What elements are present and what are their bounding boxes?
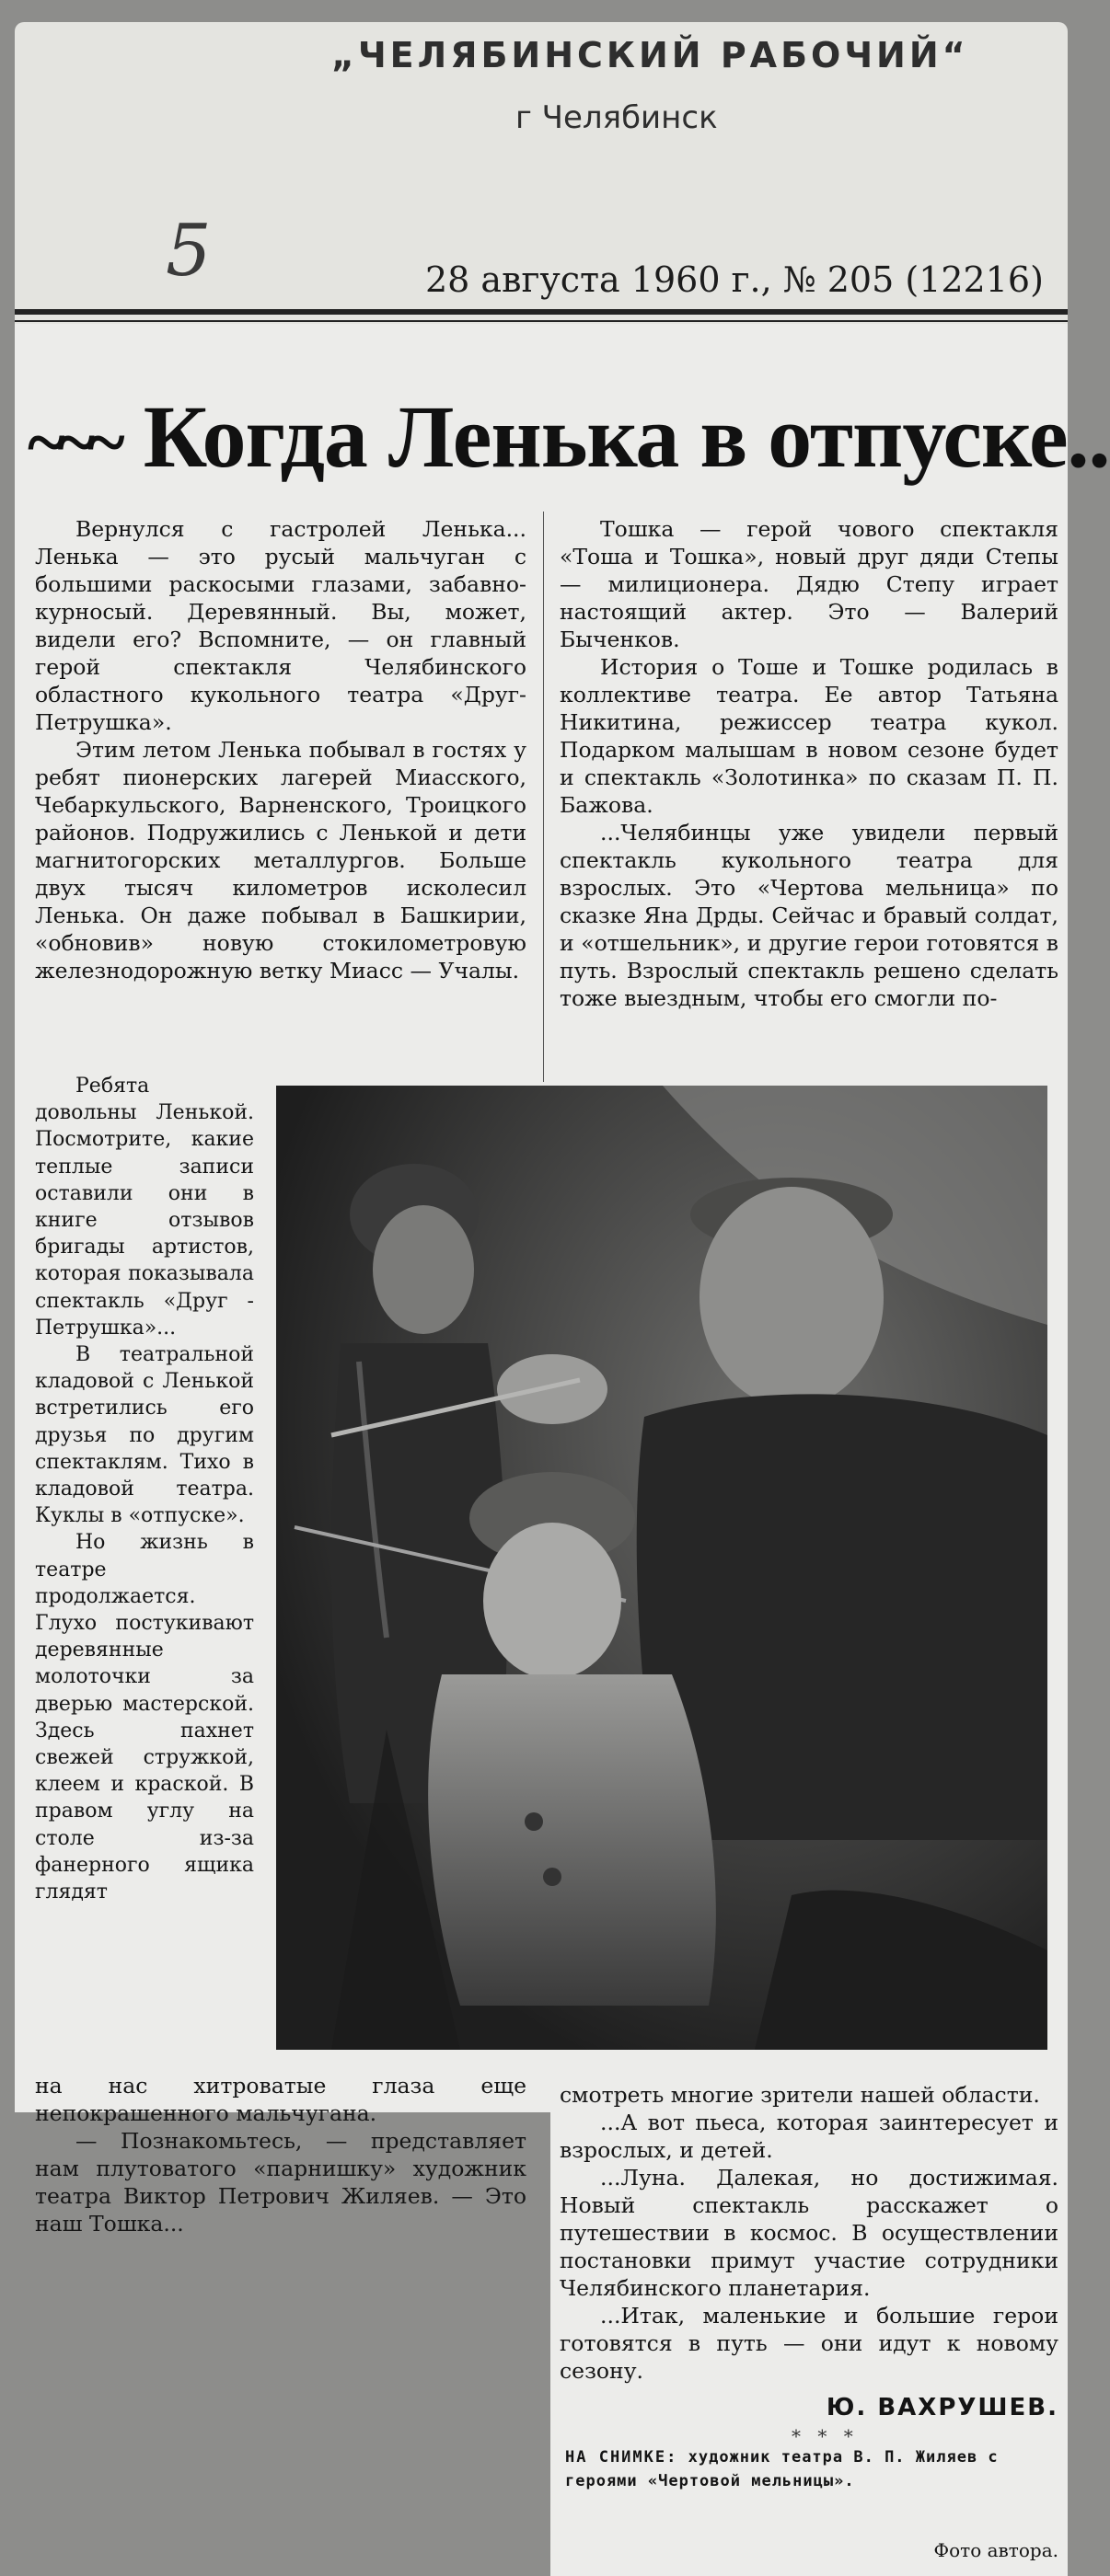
- photo-illustration: [276, 1086, 1047, 2050]
- paragraph: Вернулся с гастролей Ленька... Ленька — это русый мальчуган с большими раскосыми глазами, забавно-курносый. Деревянный. Вы, может, видели его? Вспомните, — он главный герой спектакля Челябинского областного кукольного театра «Друг-Петрушка».: [35, 516, 526, 735]
- article-headline: [28, 377, 1110, 497]
- paragraph: — Познакомьтесь, — представляет нам плутоватого «парнишку» художник театра Виктор Петрович Жиляев. — Это наш Тошка...: [35, 2128, 526, 2237]
- column-left-narrow: [35, 1073, 254, 1905]
- headline-text: Когда Ленька в отпуске..: [143, 387, 1110, 486]
- paragraph: смотреть многие зрители нашей области.: [560, 2082, 1040, 2108]
- paragraph: Тошка — герой чового спектакля «Тоша и Тошка», новый друг дяди Степы — милиционера. Дядю Степу играет настоящий актер. Это — Валерий Быченков.: [560, 516, 1058, 652]
- paragraph: История о Тоше и Тошке родилась в коллективе театра. Ее автор Татьяна Никитина, режиссер театра кукол. Подарком малышам в новом сезоне будет и спектакль «Золотинка» по сказам П. П. Бажова.: [560, 654, 1058, 818]
- column-right-top: [560, 515, 1058, 1012]
- paragraph: ...Луна. Далекая, но достижимая. Новый спектакль расскажет о путешествии в космос. В осуществлении постановки примут участие сотрудники Челябинского планетария.: [560, 2165, 1058, 2301]
- article-photograph: [276, 1086, 1047, 2050]
- paragraph: В театральной кладовой с Ленькой встретились его друзья по другим спектаклям. Тихо в кладовой театра. Куклы в «отпуске».: [35, 1343, 254, 1528]
- column-divider: [543, 512, 544, 1082]
- paragraph: ...А вот пьеса, которая заинтересует и взрослых, и детей.: [560, 2110, 1058, 2163]
- photo-caption: [565, 2445, 1058, 2493]
- paragraph: Но жизнь в театре продолжается. Глухо постукивают деревянные молоточки за дверью мастерской. Здесь пахнет свежей стружкой, клеем и краской. В правом углу на столе из-за фанерного ящика глядят: [35, 1531, 254, 1904]
- column-left-bottom: [35, 2072, 526, 2237]
- newspaper-name: „ЧЕЛЯБИНСКИЙ РАБОЧИЙ“: [331, 35, 969, 75]
- paragraph: ...Челябинцы уже увидели первый спектакль кукольного театра для взрослых. Это «Чертова мельница» по сказке Яна Дрды. Сейчас и бравый солдат, и «отшельник», и другие герои готовятся в путь. Взрослый спектакль решено сделать тоже выездным, чтобы его смогли по-: [560, 820, 1058, 1011]
- masthead-rule-thin: [15, 320, 1068, 322]
- photo-credit: Фото автора.: [933, 2539, 1058, 2561]
- caption-lead: НА СНИМКЕ:: [565, 2448, 678, 2467]
- paragraph: Этим летом Ленька побывал в гостях у ребят пионерских лагерей Миасского, Чебаркульского, Варненского, Троицкого районов. Подружились с Ленькой и дети магнитогорских металлургов. Больше двух тысяч километров исколесил Ленька. Он даже побывал в Башкирии, «обновив» новую стокилометровую железнодорожную ветку Миасс — Учалы.: [35, 737, 526, 983]
- article-byline: Ю. ВАХРУШЕВ.: [826, 2394, 1058, 2421]
- newspaper-city: г Челябинск: [515, 99, 718, 136]
- paragraph: ...Итак, маленькие и большие герои готовятся в путь — они идут к новому сезону.: [560, 2303, 1058, 2384]
- column-right-bottom: [560, 2081, 1058, 2385]
- paragraph: на нас хитроватые глаза еще непокрашенного мальчугана.: [35, 2073, 526, 2126]
- headline-ornament: ~~~: [28, 402, 118, 482]
- caption-text: художник театра В. П. Жиляев с героями «Чертовой мельницы».: [565, 2448, 999, 2490]
- handwritten-mark: 5: [166, 210, 212, 293]
- issue-date-line: 28 августа 1960 г., № 205 (12216): [425, 259, 1044, 300]
- masthead-rule-thick: [15, 309, 1068, 315]
- paragraph: Ребята довольны Ленькой. Посмотрите, какие теплые записи оставили они в книге отзывов бригады артистов, которая показывала спектакль «Друг - Петрушка»...: [35, 1075, 254, 1340]
- caption-separator: * * *: [792, 2425, 859, 2447]
- column-left-top: [35, 515, 526, 984]
